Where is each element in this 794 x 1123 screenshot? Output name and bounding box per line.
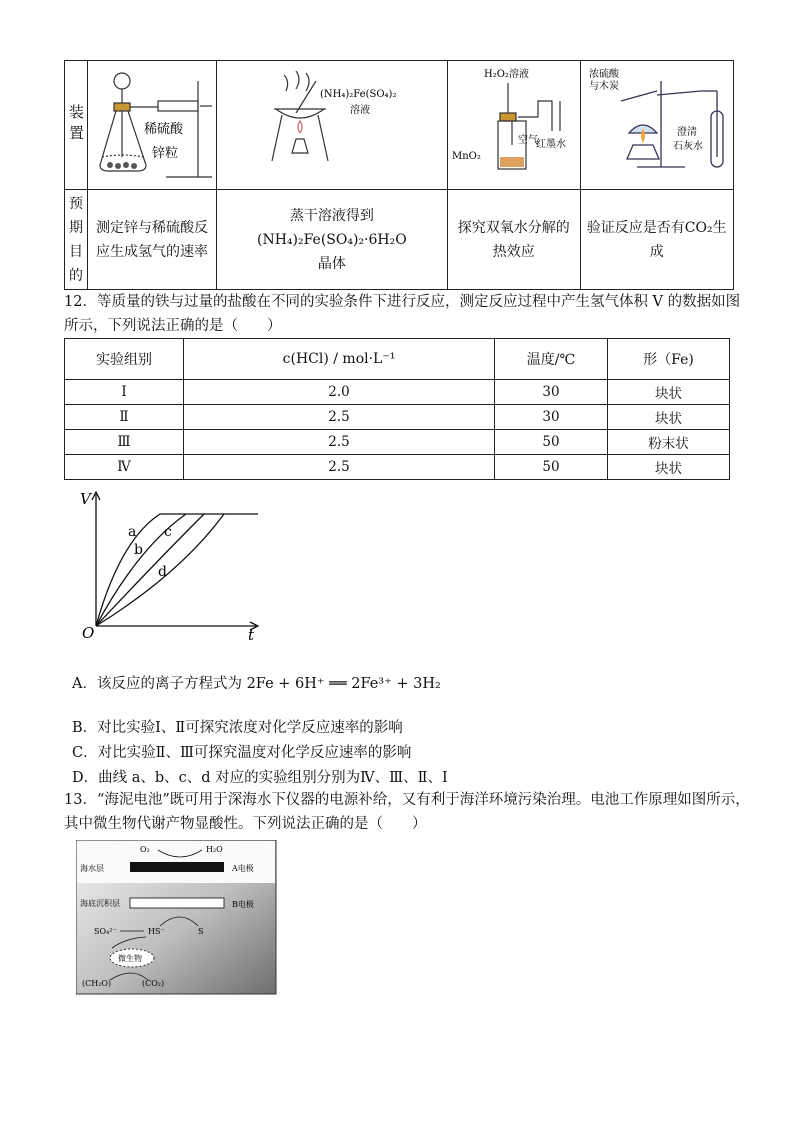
label-electrode-a: A电极 xyxy=(232,864,254,873)
option-d: D．曲线 a、b、c、d 对应的实验组别分别为Ⅳ、Ⅲ、Ⅱ、Ⅰ xyxy=(72,770,448,786)
label-microbe: 微生物 xyxy=(118,954,142,963)
label-sulfate: SO₄²⁻ xyxy=(94,927,117,936)
apparatus-c xyxy=(447,61,580,190)
label-sea-layer: 海水层 xyxy=(80,864,104,873)
header-iron-form: 形（Fe) xyxy=(608,339,730,380)
y-axis-label: V xyxy=(80,490,91,508)
origin-label: O xyxy=(82,624,95,642)
label-ch2o: (CH₂O) xyxy=(82,979,112,988)
label-charcoal: 与木炭 xyxy=(588,81,619,92)
mno2-layer xyxy=(500,157,524,167)
curve-label-d: d xyxy=(158,564,167,580)
purpose-c: 探究双氧水分解的热效应 xyxy=(447,190,580,290)
q12-conditions-table xyxy=(64,338,730,480)
table-row: Ⅳ 2.5 50 块状 xyxy=(65,455,730,480)
electrode-a xyxy=(130,862,224,872)
label-sulfur: S xyxy=(198,927,204,936)
curve-c xyxy=(96,514,204,626)
table-row: Ⅰ 2.0 30 块状 xyxy=(65,380,730,405)
label-red-ink: 红墨水 xyxy=(535,139,566,150)
label-solution: 溶液 xyxy=(349,105,370,116)
volume-time-graph xyxy=(76,488,272,644)
label-co2: (CO₂) xyxy=(142,979,165,988)
header-hcl-conc: c(HCl) / mol·L⁻¹ xyxy=(184,339,495,380)
option-b: B．对比实验Ⅰ、Ⅱ可探究浓度对化学反应速率的影响 xyxy=(72,720,403,736)
curve-label-c: c xyxy=(164,524,172,540)
label-clear: 澄清 xyxy=(676,127,697,138)
table-row: Ⅲ 2.5 50 粉末状 xyxy=(65,430,730,455)
q13-stem: 13．“海泥电池”既可用于深海水下仪器的电源补给，又有利于海洋环境污染治理。电池工作原理如图所示， 其中微生物代谢产物显酸性。下列说法正确的是（ ） xyxy=(64,792,750,832)
curve-label-a: a xyxy=(128,524,137,540)
electrode-b xyxy=(130,898,224,908)
label-conc-sulfuric: 浓硫酸 xyxy=(588,69,619,80)
row-label-purpose: 预期目的 xyxy=(65,190,88,290)
apparatus-b xyxy=(217,61,448,190)
label-h2o: H₂O xyxy=(206,845,223,854)
label-hs: HS⁻ xyxy=(148,927,165,936)
option-a: A．该反应的离子方程式为 2Fe + 6H⁺ ══ 2Fe³⁺ + 3H₂ xyxy=(72,676,441,692)
label-air: 空气 xyxy=(517,135,538,146)
apparatus-d xyxy=(580,61,733,190)
x-axis-label: t xyxy=(248,626,255,644)
peroxide-decomposition-image xyxy=(448,61,580,185)
label-mno2: MnO₂ xyxy=(451,151,481,162)
label-dilute-sulfuric: 稀硫酸 xyxy=(144,122,184,137)
table-row: Ⅱ 2.5 30 块状 xyxy=(65,405,730,430)
header-group: 实验组别 xyxy=(65,339,184,380)
label-o2: O₂ xyxy=(140,845,150,854)
header-temperature: 温度/℃ xyxy=(495,339,608,380)
apparatus-a xyxy=(88,61,217,190)
purpose-a: 测定锌与稀硫酸反应生成氢气的速率 xyxy=(88,190,217,290)
label-h2o2: H₂O₂溶液 xyxy=(483,69,529,80)
q12-stem: 12．等质量的铁与过量的盐酸在不同的实验条件下进行反应，测定反应过程中产生氢气体积 V 的数据如图 所示，下列说法正确的是（ ） xyxy=(64,294,741,334)
label-ferrous-ammonium-sulfate: (NH₄)₂Fe(SO₄)₂ xyxy=(319,89,397,100)
label-limewater: 石灰水 xyxy=(672,141,703,152)
label-electrode-b: B电极 xyxy=(232,900,254,909)
label-zinc-granules: 锌粒 xyxy=(152,146,179,161)
zinc-sulfuric-apparatus-image xyxy=(88,61,216,185)
purpose-d: 验证反应是否有CO₂生成 xyxy=(580,190,733,290)
apparatus-table xyxy=(64,60,734,290)
charcoal-acid-apparatus-image xyxy=(581,61,733,185)
purpose-b: 蒸干溶液得到(NH₄)₂Fe(SO₄)₂·6H₂O晶体 xyxy=(217,190,448,290)
curve-label-b: b xyxy=(134,542,143,558)
label-sediment-layer: 海底沉积层 xyxy=(80,899,120,908)
row-label-apparatus: 装置 xyxy=(65,61,88,190)
curve-a xyxy=(96,514,258,626)
sea-mud-battery-diagram xyxy=(76,840,278,996)
evaporating-dish-image xyxy=(226,61,438,185)
option-c: C．对比实验Ⅱ、Ⅲ可探究温度对化学反应速率的影响 xyxy=(72,745,412,761)
